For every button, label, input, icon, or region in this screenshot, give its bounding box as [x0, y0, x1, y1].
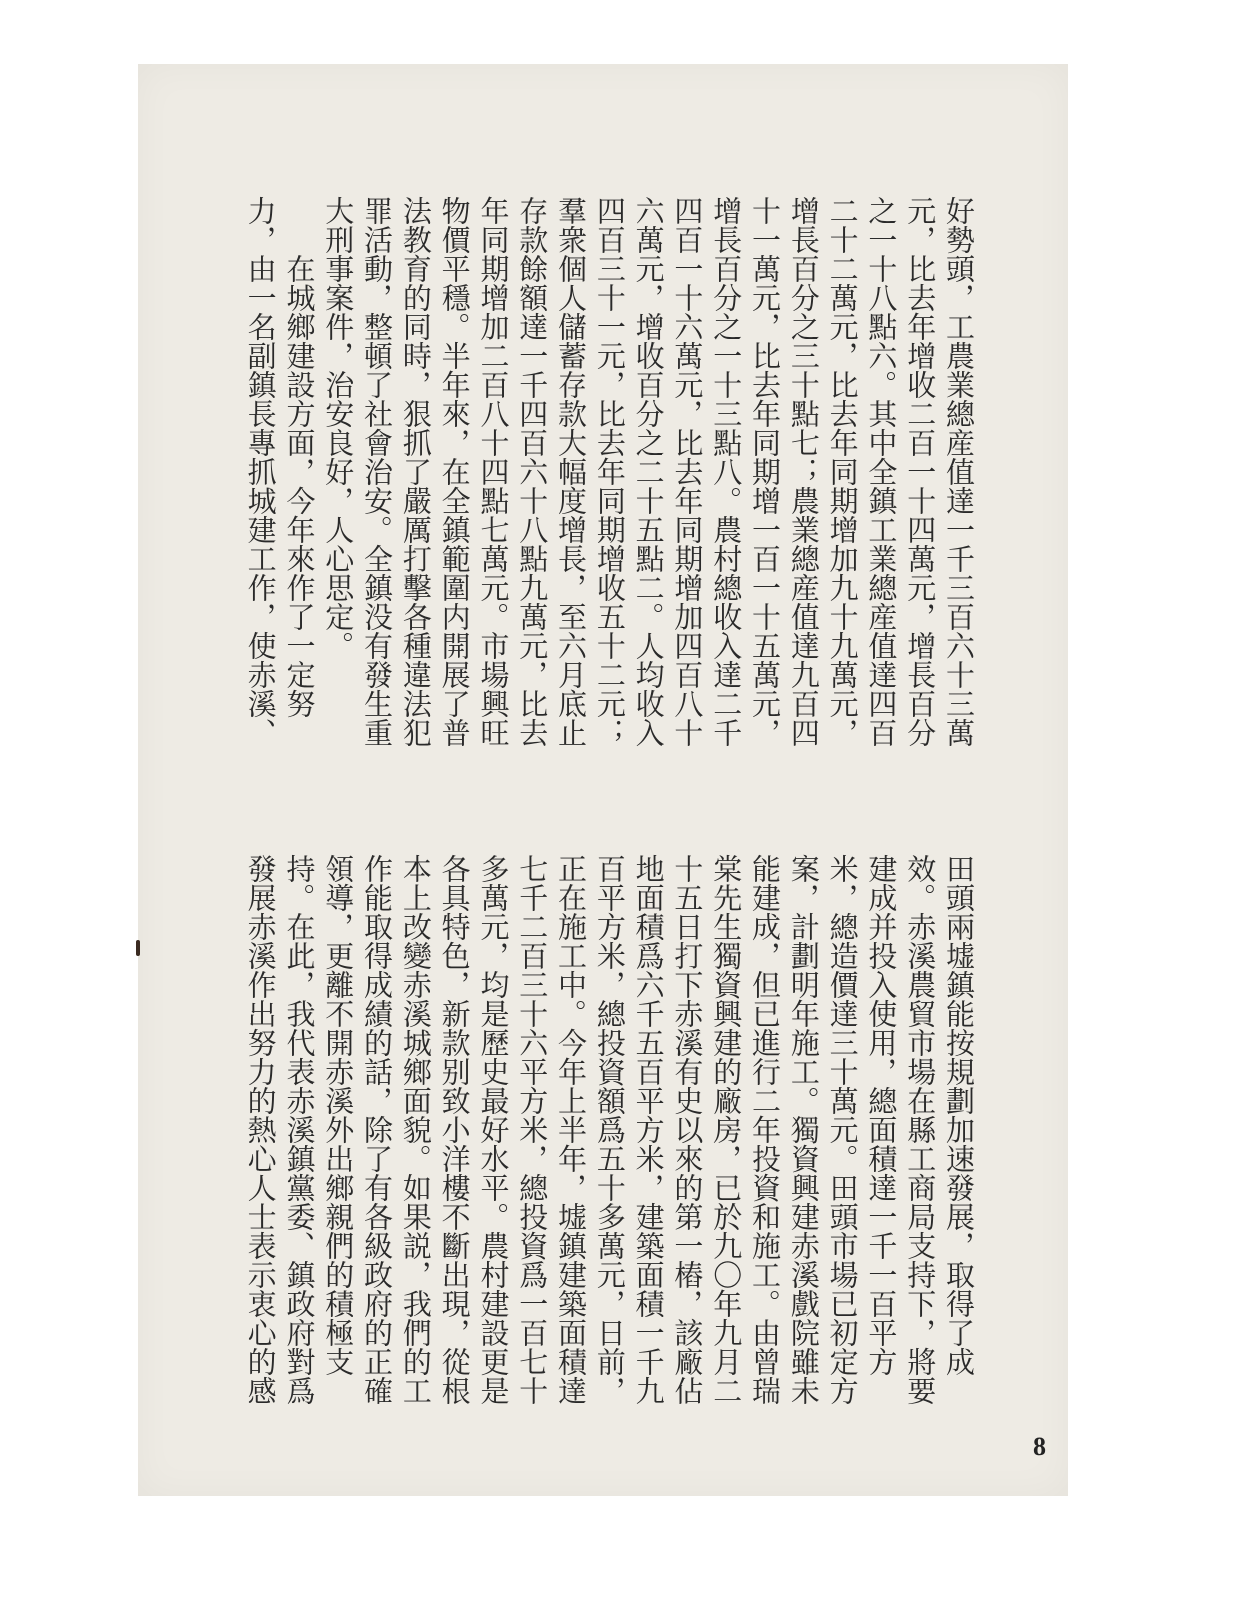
text-line: 好勢頭，工農業總産值達一千三百六十三萬 [942, 196, 976, 747]
text-line: 二十二萬元，比去年同期增加九十九萬元， [825, 196, 860, 747]
text-line: 增長百分之三十點七；農業總産值達九百四 [786, 196, 821, 747]
text-line: 建成并投入使用，總面積達一千一百平方 [864, 854, 899, 1376]
text-line: 之一十八點六。其中全鎮工業總産值達四百 [864, 196, 899, 747]
text-line: 力，由一名副鎮長專抓城建工作，使赤溪、 [243, 196, 278, 747]
text-line: 持。在此，我代表赤溪鎮黨委、鎮政府對爲 [282, 854, 317, 1405]
text-line: 物價平穩。半年來，在全鎮範圍内開展了普 [437, 196, 472, 747]
text-line: 多萬元，均是歷史最好水平。農村建設更是 [476, 854, 511, 1405]
text-line: 米，總造價達三十萬元。田頭市場已初定方 [825, 854, 860, 1405]
text-line: 大刑事案件，治安良好，人心思定。 [321, 196, 356, 660]
paper-speck [136, 940, 140, 956]
text-line: 四百一十六萬元，比去年同期增加四百八十 [670, 196, 705, 747]
text-line: 領導，更離不開赤溪外出鄉親們的積極支 [321, 854, 356, 1376]
text-line: 十一萬元，比去年同期增一百一十五萬元， [748, 196, 783, 747]
upper-text-column [241, 196, 978, 756]
text-line: 羣衆個人儲蓄存款大幅度增長，至六月底止 [554, 196, 589, 747]
text-line: 各具特色，新款别致小洋樓不斷出現，從根 [437, 854, 472, 1405]
text-line: 正在施工中。今年上半年，墟鎮建築面積達 [554, 854, 589, 1405]
lower-text-column [241, 854, 978, 1414]
text-line: 本上改變赤溪城鄉面貌。如果説，我們的工 [398, 854, 433, 1405]
page-number: 8 [1033, 1432, 1046, 1461]
text-line: 田頭兩墟鎮能按規劃加速發展，取得了成 [942, 854, 976, 1376]
text-line: 發展赤溪作出努力的熱心人士表示衷心的感 [243, 854, 278, 1405]
text-line: 能建成，但已進行二年投資和施工。由曾瑞 [748, 854, 783, 1405]
text-line: 棠先生獨資興建的廠房，已於九〇年九月二 [709, 854, 744, 1405]
text-line: 百平方米，總投資額爲五十多萬元，日前， [592, 854, 627, 1405]
text-line: 作能取得成績的話，除了有各級政府的正確 [360, 854, 395, 1405]
text-line: 元，比去年增收二百一十四萬元，增長百分 [903, 196, 938, 747]
text-line: 六萬元，增收百分之二十五點二。人均收入 [631, 196, 666, 747]
text-line: 法教育的同時，狠抓了嚴厲打擊各種違法犯 [398, 196, 433, 747]
text-line: 七千二百三十六平方米，總投資爲一百七十 [515, 854, 550, 1405]
document-page [138, 64, 1068, 1496]
text-line: 效。赤溪農貿市場在縣工商局支持下，將要 [903, 854, 938, 1405]
text-line: 地面積爲六千五百平方米，建築面積一千九 [631, 854, 666, 1405]
text-line: 四百三十一元，比去年同期增收五十二元； [592, 196, 627, 747]
text-line: 年同期增加二百八十四點七萬元。市場興旺 [476, 196, 511, 747]
text-line: 在城鄉建設方面，今年來作了一定努 [282, 196, 317, 718]
text-line: 存款餘額達一千四百六十八點九萬元，比去 [515, 196, 550, 747]
text-line: 十五日打下赤溪有史以來的第一樁，該廠佔 [670, 854, 705, 1405]
text-line: 案，計劃明年施工。獨資興建赤溪戲院雖未 [786, 854, 821, 1405]
text-line: 罪活動，整頓了社會治安。全鎮没有發生重 [360, 196, 395, 747]
text-line: 增長百分之一十三點八。農村總收入達二千 [709, 196, 744, 747]
